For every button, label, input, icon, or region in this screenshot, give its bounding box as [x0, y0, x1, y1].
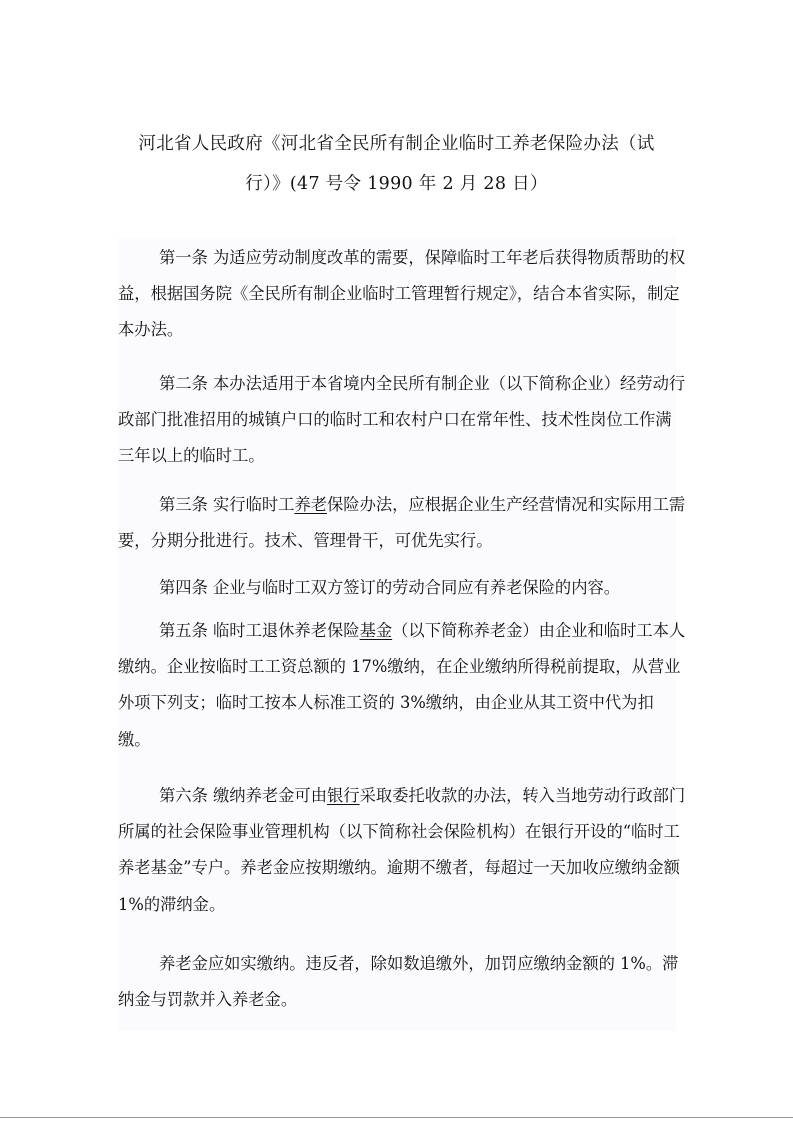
article-6-pre: 第六条 缴纳养老金可由	[159, 786, 327, 805]
article-2: 第二条 本办法适用于本省境内全民所有制企业（以下简称企业）经劳动行政部门批准招用的城镇户口的临时工和农村户口在常年性、技术性岗位工作满三年以上的临时工。	[118, 374, 686, 466]
document-title	[60, 124, 733, 204]
article-6	[118, 778, 686, 923]
article-6-supplement: 养老金应如实缴纳。违反者，除如数追缴外，加罚应缴纳金额的 1%。滞纳金与罚款并入养老金。	[118, 954, 679, 1010]
article-3-pre: 第三条 实行临时工	[159, 495, 295, 514]
article-6-post: 采取委托收款的办法，转入当地劳动行政部门所属的社会保险事业管理机构（以下简称社会保险机构）在银行开设的“临时工养老基金”专户。养老金应按期缴纳。逾期不缴者，每超过一天加收应缴纳金额 1%的滞纳金。	[118, 786, 686, 914]
page-bottom-rule	[0, 1117, 793, 1118]
title-line-2: 行）》(47 号令 1990 年 2 月 28 日）	[245, 174, 548, 194]
article-6-underlined: 银行	[327, 786, 360, 805]
article-1: 第一条 为适应劳动制度改革的需要，保障临时工年老后获得物质帮助的权益，根据国务院《全民所有制企业临时工管理暂行规定》，结合本省实际，制定本办法。	[118, 248, 686, 340]
article-5-post: （以下简称养老金）由企业和临时工本人缴纳。企业按临时工工资总额的 17%缴纳，在企业缴纳所得税前提取，从营业外项下列支；临时工按本人标准工资的 3%缴纳，由企业从其工资中代为扣缴。	[118, 621, 686, 749]
article-3-underlined: 养老	[294, 495, 328, 514]
title-line-1: 河北省人民政府《河北省全民所有制企业临时工养老保险办法（试	[138, 134, 655, 154]
article-5-pre: 第五条 临时工退休养老保险	[159, 621, 360, 640]
article-3-post: 保险办法，应根据企业生产经营情况和实际用工需要，分期分批进行。技术、管理骨干，可优先实行。	[118, 495, 686, 551]
article-5	[118, 613, 686, 758]
article-4: 第四条 企业与临时工双方签订的劳动合同应有养老保险的内容。	[159, 578, 621, 597]
article-3	[118, 487, 686, 559]
article-5-underlined: 基金	[359, 621, 393, 640]
